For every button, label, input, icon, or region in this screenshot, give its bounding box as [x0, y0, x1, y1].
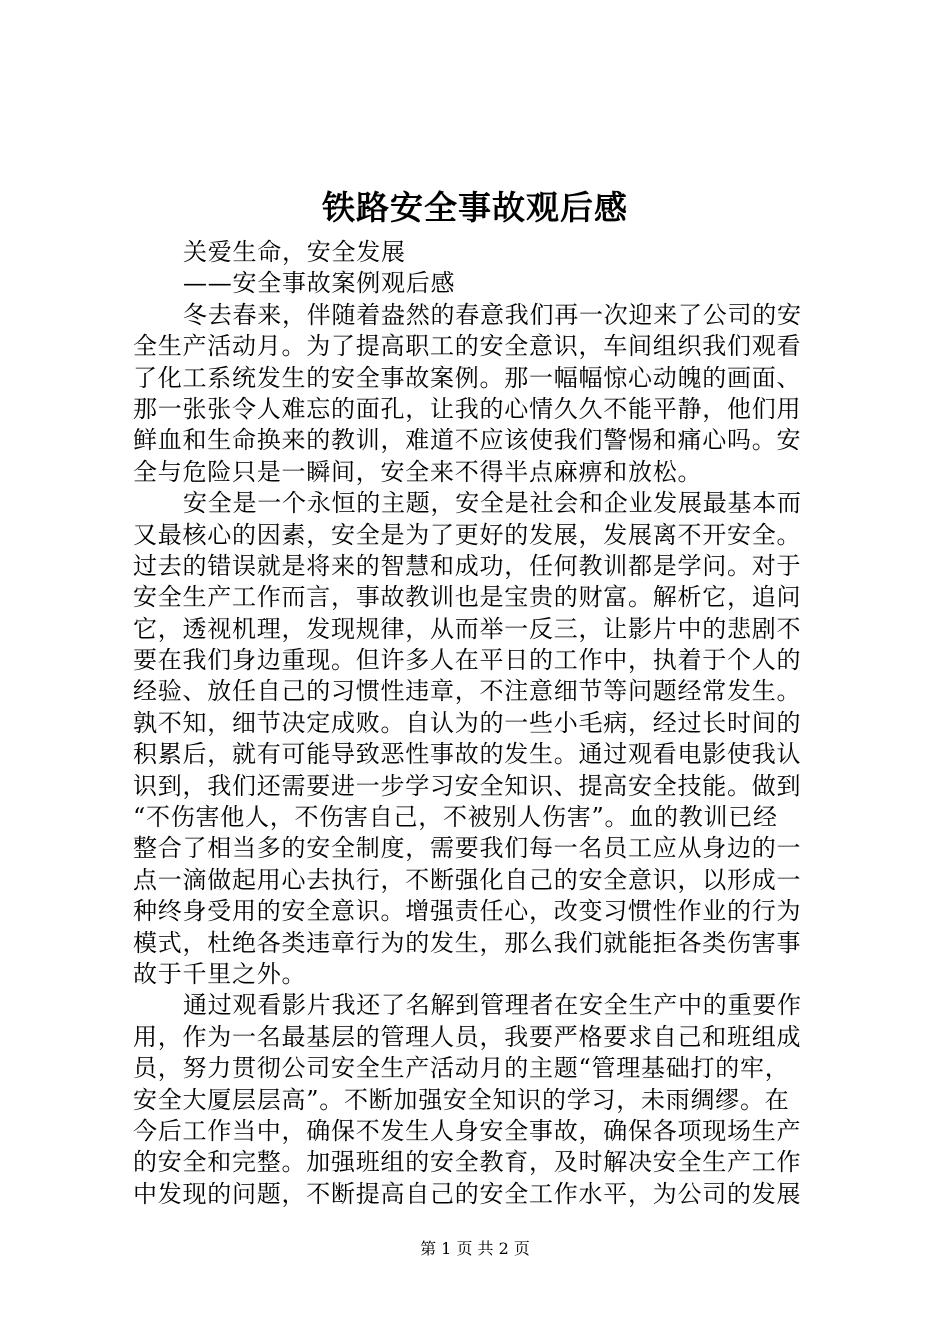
paragraph-line: 员，努力贯彻公司安全生产活动月的主题“管理基础打的牢，: [133, 1054, 790, 1083]
paragraph-line: 今后工作当中，确保不发生人身安全事故，确保各项现场生产: [133, 1116, 802, 1145]
paragraph-line: 要在我们身边重现。但许多人在平日的工作中，执着于个人的: [133, 646, 802, 675]
document-title: 铁路安全事故观后感: [322, 188, 628, 227]
paragraph-line: 全与危险只是一瞬间，安全来不得半点麻痹和放松。: [133, 457, 703, 486]
paragraph-line: 全生产活动月。为了提高职工的安全意识，车间组织我们观看: [133, 332, 802, 361]
paragraph-line: 安全大厦层层高”。不断加强安全知识的学习，未雨绸缪。在: [133, 1085, 790, 1114]
paragraph-line: 它，透视机理，发现规律，从而举一反三，让影片中的悲剧不: [133, 614, 802, 643]
document-body: [133, 237, 833, 1210]
paragraph-line: 模式，杜绝各类违章行为的发生，那么我们就能拒各类伤害事: [133, 928, 802, 957]
paragraph-line: 那一张张令人难忘的面孔，让我的心情久久不能平静，他们用: [133, 394, 802, 423]
paragraph-line: 积累后，就有可能导致恶性事故的发生。通过观看电影使我认: [133, 740, 802, 769]
paragraph-line: 鲜血和生命换来的教训，难道不应该使我们警惕和痛心吗。安: [133, 426, 802, 455]
paragraph-line: 过去的错误就是将来的智慧和成功，任何教训都是学问。对于: [133, 551, 802, 580]
paragraph-line: 识到，我们还需要进一步学习安全知识、提高安全技能。做到: [133, 771, 802, 800]
paragraph-line: 点一滴做起用心去执行，不断强化自己的安全意识，以形成一: [133, 865, 802, 894]
paragraph-line: 中发现的问题，不断提高自己的安全工作水平，为公司的发展: [133, 1179, 802, 1208]
paragraph-line: 又最核心的因素，安全是为了更好的发展，发展离不开安全。: [133, 520, 802, 549]
paragraph-line: “不伤害他人，不伤害自己，不被别人伤害”。血的教训已经: [133, 803, 778, 832]
paragraph-line: 通过观看影片我还了名解到管理者在安全生产中的重要作: [183, 991, 802, 1020]
paragraph-line: 种终身受用的安全意识。增强责任心，改变习惯性作业的行为: [133, 897, 802, 926]
paragraph-line: 经验、放任自己的习惯性违章，不注意细节等问题经常发生。: [133, 677, 802, 706]
paragraph-line: 安全是一个永恒的主题，安全是社会和企业发展最基本而: [183, 489, 802, 518]
paragraph-line: 安全生产工作而言，事故教训也是宝贵的财富。解析它，追问: [133, 583, 802, 612]
page-footer: 第 1 页 共 2 页: [420, 1239, 530, 1258]
subtitle-line: 关爱生命，安全发展: [183, 238, 406, 266]
paragraph-line: 整合了相当多的安全制度，需要我们每一名员工应从身边的一: [133, 834, 802, 863]
paragraph-line: 故于千里之外。: [133, 959, 307, 988]
subtitle-line: ——安全事故案例观后感: [183, 269, 456, 298]
paragraph-line: 的安全和完整。加强班组的安全教育，及时解决安全生产工作: [133, 1148, 802, 1177]
paragraph-line: 冬去春来，伴随着盎然的春意我们再一次迎来了公司的安: [183, 300, 802, 329]
paragraph-line: 孰不知，细节决定成败。自认为的一些小毛病，经过长时间的: [133, 708, 802, 737]
paragraph-line: 用，作为一名最基层的管理人员，我要严格要求自己和班组成: [133, 1022, 802, 1051]
paragraph-line: 了化工系统发生的安全事故案例。那一幅幅惊心动魄的画面、: [133, 363, 802, 392]
